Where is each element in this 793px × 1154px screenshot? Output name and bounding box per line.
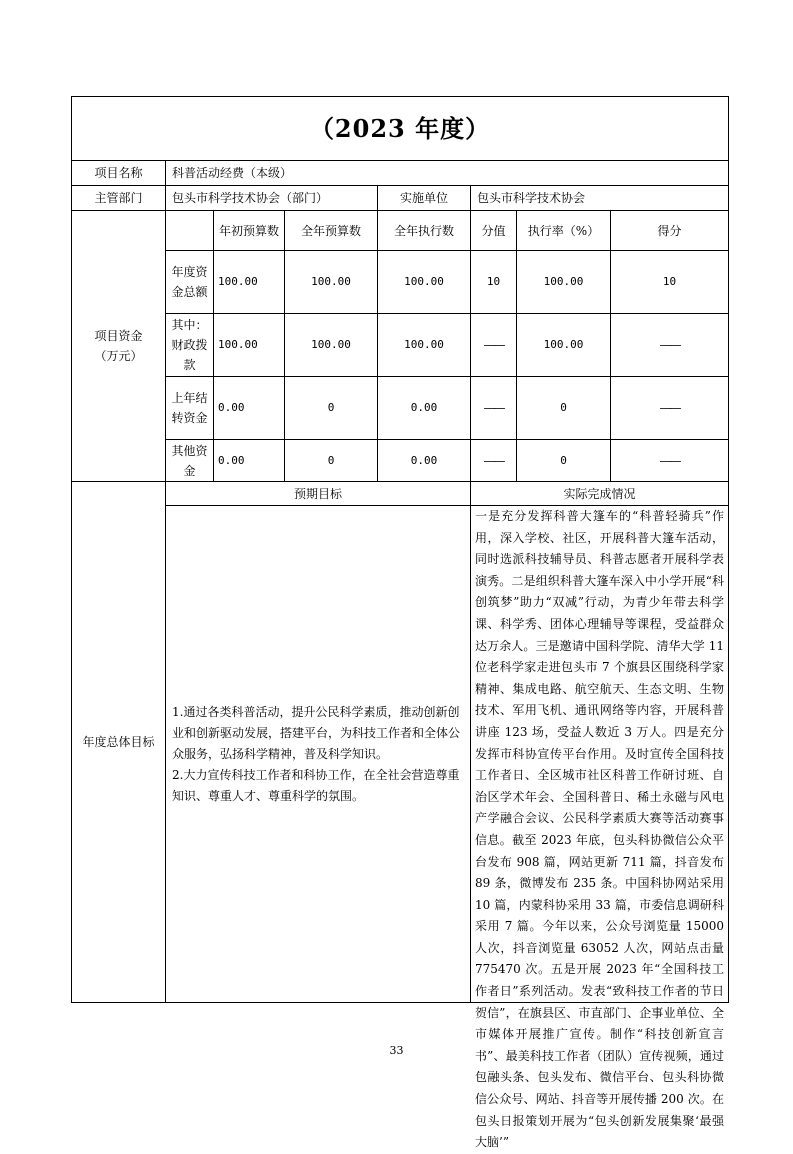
- project-name-label: 项目名称: [72, 161, 166, 186]
- actual-result-text: 一是充分发挥科普大篷车的“科普轻骑兵”作用，深入学校、社区，开展科普大篷车活动，同时选派科技辅导员、科普志愿者开展科学表演秀。二是组织科普大篷车深入中小学开展“科创筑梦”助力“双减”行动，为青少年带去科学课、科学秀、团体心理辅导等课程，受益群众达万余人。三是邀请中国科学院、清华大学 11 位老科学家走进包头市 7 个旗县区围绕科学家精神、集成电路、航空航天、生态文明、生物技术、军用飞机、通讯网络等内容，开展科普讲座 123 场，受益人数近 3 万人。四是充分发挥市科协宣传平台作用。及时宣传全国科技工作者日、全区城市社区科普工作研讨班、自治区学术年会、全国科普日、稀土永磁与风电产学融合会议、公民科学素质大赛等活动赛事信息。截至 2023 年底，包头科协微信公众平台发布 908 篇，网站更新 711 篇，抖音发布 89 条，微博发布 235 条。中国科协网站采用 10 篇，内蒙科协采用 33 篇，市委信息调研科采用 7 篇。今年以来，公众号浏览量 15000 人次，抖音浏览量 63052 人次，网站点击量 775470 次。五是开展 2023 年“全国科技工作者日”系列活动。发表“致科技工作者的节日贺信”，在旗县区、市直部门、企事业单位、全市媒体开展推广宣传。制作“科技创新宣言书”、最美科技工作者（团队）宣传视频，通过包融头条、包头发布、微信平台、包头科协微信公众号、网站、抖音等开展传播 200 次。在包头日报策划开展为“包头创新发展集聚‘最强大脑’”: [475, 509, 725, 1150]
- funds-header-score: 得分: [611, 211, 729, 251]
- impl-value: 包头市科学技术协会: [471, 186, 729, 211]
- funds-cell: 0: [517, 440, 611, 482]
- document-title: （2023 年度）: [72, 97, 729, 161]
- funds-cell: 100.00: [517, 251, 611, 314]
- funds-cell: 0.00: [214, 377, 285, 440]
- funds-cell: 100.00: [214, 314, 285, 377]
- funds-row-label: 其他资金: [166, 440, 214, 482]
- funds-cell: 100.00: [378, 314, 471, 377]
- funds-cell: 10: [471, 251, 517, 314]
- funds-cell: ——: [471, 314, 517, 377]
- funds-cell: ——: [611, 440, 729, 482]
- funds-section-label: [72, 211, 166, 482]
- funds-cell: 0: [517, 377, 611, 440]
- funds-cell: 0: [285, 377, 378, 440]
- goals-section-label: 年度总体目标: [72, 482, 166, 1003]
- funds-cell: 100.00: [214, 251, 285, 314]
- funds-cell: ——: [471, 377, 517, 440]
- performance-table: [71, 96, 729, 1150]
- dept-value: 包头市科学技术协会（部门）: [166, 186, 378, 211]
- funds-label-text: 项目资金（万元）: [94, 329, 143, 363]
- funds-header-annual: 全年预算数: [285, 211, 378, 251]
- impl-label: 实施单位: [378, 186, 471, 211]
- expected-goal-cell: [166, 506, 471, 1003]
- funds-cell: 100.00: [285, 314, 378, 377]
- funds-header-rate: 执行率（%）: [517, 211, 611, 251]
- funds-cell: 0.00: [378, 440, 471, 482]
- expected-goal-header: 预期目标: [166, 482, 471, 506]
- funds-cell: 0.00: [378, 377, 471, 440]
- project-name-value: 科普活动经费（本级）: [166, 161, 729, 186]
- funds-header-executed: 全年执行数: [378, 211, 471, 251]
- funds-cell: 100.00: [378, 251, 471, 314]
- funds-cell: 100.00: [285, 251, 378, 314]
- actual-result-cell: [471, 506, 729, 1150]
- funds-corner-cell: [166, 211, 214, 251]
- page-number: 33: [389, 1044, 404, 1057]
- funds-header-initial: 年初预算数: [214, 211, 285, 251]
- funds-header-score-value: 分值: [471, 211, 517, 251]
- funds-row-label: 上年结转资金: [166, 377, 214, 440]
- expected-goal-text-1: 1.通过各类科普活动，提升公民科学素质，推动创新创业和创新驱动发展，搭建平台，为科技工作者和全体公众服务，弘扬科学精神，普及科学知识。: [172, 704, 461, 761]
- funds-cell: ——: [611, 314, 729, 377]
- actual-result-header: 实际完成情况: [471, 482, 729, 506]
- dept-label: 主管部门: [72, 186, 166, 211]
- funds-cell: ——: [611, 377, 729, 440]
- funds-cell: 0.00: [214, 440, 285, 482]
- funds-row-label: 其中：财政拨款: [166, 314, 214, 377]
- funds-cell: ——: [471, 440, 517, 482]
- funds-cell: 10: [611, 251, 729, 314]
- funds-cell: 0: [285, 440, 378, 482]
- expected-goal-text-2: 2.大力宣传科技工作者和科协工作，在全社会营造尊重知识、尊重人才、尊重科学的氛围。: [172, 767, 460, 803]
- funds-cell: 100.00: [517, 314, 611, 377]
- funds-row-label: 年度资金总额: [166, 251, 214, 314]
